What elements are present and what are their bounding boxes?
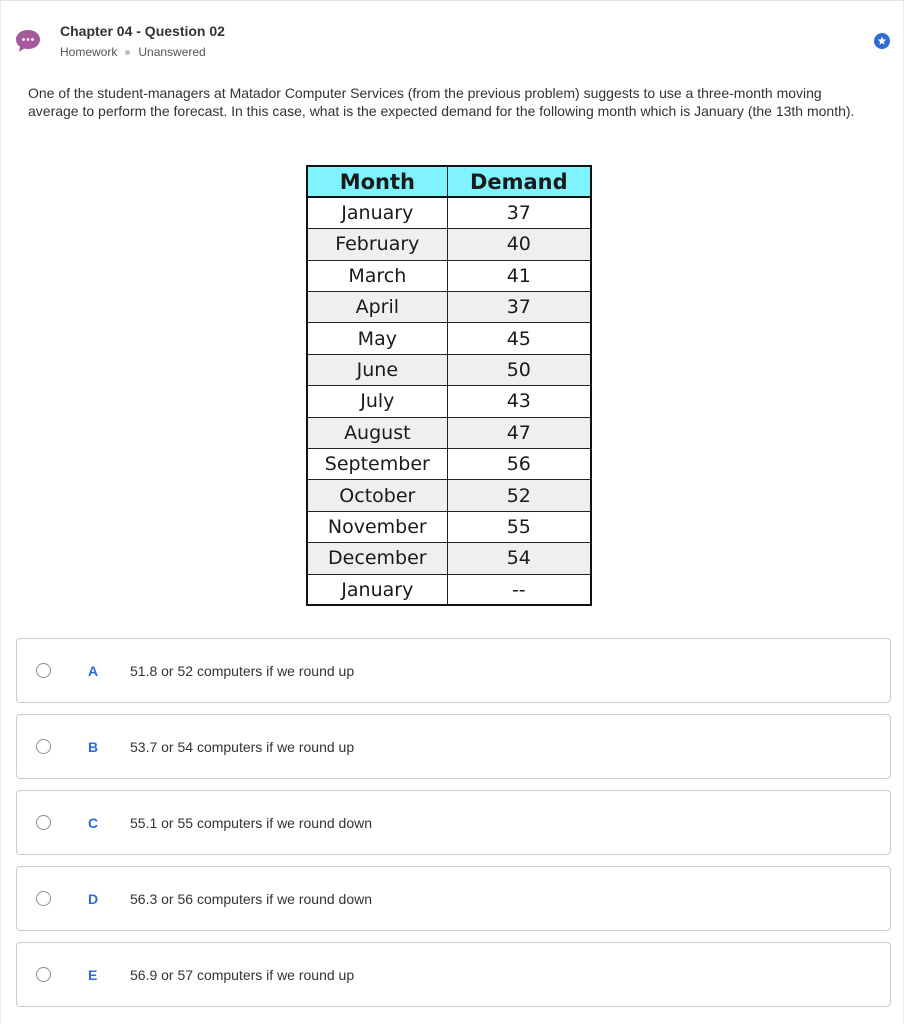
separator-dot-icon [125, 50, 130, 55]
table-row [307, 197, 591, 228]
answer-option-e[interactable] [16, 942, 891, 1007]
month-cell: September [307, 449, 447, 480]
demand-table [306, 165, 592, 606]
table-row [307, 574, 591, 605]
answer-option-d[interactable] [16, 866, 891, 931]
month-cell: April [307, 292, 447, 323]
question-header [1, 1, 903, 73]
radio-button[interactable] [36, 891, 51, 906]
table-row [307, 449, 591, 480]
demand-cell: 45 [447, 323, 591, 354]
table-header-row [307, 166, 591, 197]
demand-cell: 37 [447, 292, 591, 323]
demand-cell: 43 [447, 386, 591, 417]
option-letter: E [88, 966, 98, 983]
table-row [307, 229, 591, 260]
month-cell: October [307, 480, 447, 511]
month-cell: May [307, 323, 447, 354]
month-cell: January [307, 574, 447, 605]
option-letter: A [88, 662, 99, 679]
table-row [307, 480, 591, 511]
answer-option-a[interactable] [16, 638, 891, 703]
demand-cell: 50 [447, 354, 591, 385]
month-cell: January [307, 197, 447, 228]
column-header-demand: Demand [447, 166, 591, 197]
option-letter: C [88, 814, 99, 831]
demand-cell: 40 [447, 229, 591, 260]
table-row [307, 323, 591, 354]
option-text: 56.9 or 57 computers if we round up [130, 966, 355, 983]
month-cell: December [307, 543, 447, 574]
answer-option-b[interactable] [16, 714, 891, 779]
demand-cell: 56 [447, 449, 591, 480]
option-letter: D [88, 890, 99, 907]
option-text: 55.1 or 55 computers if we round down [130, 814, 373, 831]
table-row [307, 292, 591, 323]
table-row [307, 511, 591, 542]
demand-cell: 54 [447, 543, 591, 574]
demand-cell: 47 [447, 417, 591, 448]
month-cell: August [307, 417, 447, 448]
demand-cell: 41 [447, 260, 591, 291]
option-text: 53.7 or 54 computers if we round up [130, 738, 355, 755]
radio-button[interactable] [36, 967, 51, 982]
table-row [307, 260, 591, 291]
table-row [307, 386, 591, 417]
question-meta [60, 45, 206, 59]
answer-options [16, 638, 891, 1018]
table-row [307, 417, 591, 448]
question-status: Unanswered [138, 45, 206, 59]
table-row [307, 543, 591, 574]
option-text: 51.8 or 52 computers if we round up [130, 662, 355, 679]
demand-cell: 55 [447, 511, 591, 542]
month-cell: June [307, 354, 447, 385]
star-badge-icon[interactable] [874, 33, 890, 49]
option-text: 56.3 or 56 computers if we round down [130, 890, 373, 907]
radio-button[interactable] [36, 739, 51, 754]
month-cell: July [307, 386, 447, 417]
question-title: Chapter 04 - Question 02 [60, 23, 225, 39]
month-cell: February [307, 229, 447, 260]
table-row [307, 354, 591, 385]
column-header-month: Month [307, 166, 447, 197]
answer-option-c[interactable] [16, 790, 891, 855]
chat-bubble-icon [15, 29, 41, 53]
month-cell: March [307, 260, 447, 291]
question-text: One of the student-managers at Matador Computer Services (from the previous problem) suggests to use a three-month moving average to perform the forecast. In this case, what is the expected demand for the following month which is January (the 13th month). [28, 85, 855, 119]
demand-cell: 52 [447, 480, 591, 511]
option-letter: B [88, 738, 99, 755]
question-category: Homework [60, 45, 118, 59]
radio-button[interactable] [36, 663, 51, 678]
demand-cell: -- [447, 574, 591, 605]
month-cell: November [307, 511, 447, 542]
demand-cell: 37 [447, 197, 591, 228]
radio-button[interactable] [36, 815, 51, 830]
